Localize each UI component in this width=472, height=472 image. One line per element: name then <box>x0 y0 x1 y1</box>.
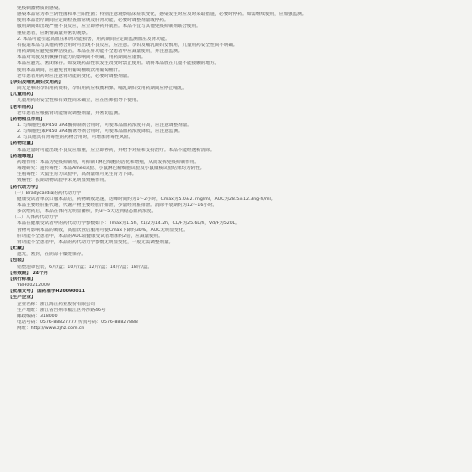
section-heading: 【孕妇及哺乳期妇女用药】 <box>8 79 64 85</box>
text-line: 本品过量时可能出现不良反应加重，应立即停药，并给予对症和支持治疗。本品不能经透析清除。 <box>17 147 215 153</box>
text-line: 使用本品期间，应避免食用葡萄柚或饮用葡萄柚汁。 <box>17 67 123 73</box>
section-heading: 【贮藏】 <box>8 246 27 252</box>
section-heading: 【生产企业】 <box>8 295 36 301</box>
text-line: 药理作用：本品为免疫抑制剂，可抑制T淋巴细胞的活化和增殖，从而发挥免疫抑制作用。 <box>17 159 199 165</box>
text-line: （二）人体药代动力学 <box>12 215 58 221</box>
section-heading: 【有效期】 24个月 <box>8 270 49 276</box>
text-line: 本品在健康受试者中的药代动力学参数如下：Tmax为1.5h，t1/2为14.2h，CL/F为25.6L/h，Vd/F为520L。 <box>17 221 240 227</box>
text-line: 3. 与其他具有肾毒性的药物合用时，可增加肾毒性风险。 <box>17 135 134 141</box>
text-line: 尚无足够的孕妇用药资料，孕妇用药应权衡利弊。哺乳期妇女用药期间应停止哺乳。 <box>17 86 187 92</box>
section-heading: 【儿童用药】 <box>8 92 36 98</box>
text-line: 致癌性：长期动物试验中未见明显致癌作用。 <box>17 178 109 184</box>
text-line: 健康受试者单次口服本品后，药物吸收迅速，达峰时间约为1～2小时，Cmax为5.0±2.7ng/ml，AUC为28.5±12.3ng·h/ml。 <box>17 196 276 202</box>
document-page <box>8 6 464 468</box>
text-line: 本品主要经肝脏代谢，代谢产物主要经胆汁排泄，少量经肾脏排泄。消除半衰期约为12～16小时。 <box>17 203 218 208</box>
section-heading: 【药代动力学】 <box>8 184 41 190</box>
section-heading: 【批准文号】 国药准字H20090011 <box>8 289 85 295</box>
text-line: 肝功能不全患者中，本品的AUC较健康受试者增加约2倍，应减量使用。 <box>17 233 163 239</box>
text-line: 1. 与细胞色素P450 3A4酶抑制剂合用时，可使本品血药浓度升高，应注意调整剂量。 <box>17 122 192 128</box>
text-line: 铝塑泡罩包装，6片/盒；10片/盒；12片/盒；14片/盒；18片/盒。 <box>17 264 153 270</box>
text-line: 肾功能不全患者中，本品的药代动力学参数无明显变化，一般无需调整剂量。 <box>17 239 174 245</box>
text-line: 使用本品治疗期间应定期检查血常规及肝肾功能，必要时调整剂量或停药。 <box>17 18 169 24</box>
text-line: 用药期间应避免接种活疫苗。本品在肝功能不全患者中应减量使用，并注意监测。 <box>17 49 183 55</box>
text-line: 老年患者用药时应注意肾功能的变化，必要时调整剂量。 <box>17 73 132 79</box>
text-line: 感染本品常为革兰阴性菌和革兰阳性菌；特别注意观察临床症状变化，感染发生时应及时采取措施，必要时停药。如需继续使用，应加强监测。 <box>17 12 307 18</box>
section-heading: 【药理毒理】 <box>8 153 36 159</box>
text-line: 网址：http://www.zjhz.com.cn <box>17 326 85 332</box>
text-line: 免疫刺激物质的感染。 <box>17 6 63 11</box>
text-line: （一）Bradycardia的药代动力学 <box>12 190 81 196</box>
text-line: YBH00212009 <box>17 283 50 289</box>
text-line: 本品对驾驶及机械操作能力的影响尚不明确，用药期间应谨慎。 <box>17 55 146 61</box>
text-line: 电话号码：0576-88827777 传真号码：0576-88827888 <box>17 319 138 325</box>
text-line: 食物可影响本品的吸收，高脂饮食后服用可使Cmax下降约30%，AUC无明显变化。 <box>17 227 188 233</box>
text-line: 2. 本品可能引起高血压和肾功能损害，用药期间应定期监测血压及肾功能。 <box>17 36 170 42</box>
text-line: 企业名称：浙江海正药业股份有限公司 <box>17 301 96 307</box>
text-line: 服用期间如出现严重不良反应，应立即停药并就医。本品不宜与其他免疫抑制剂联合使用。 <box>17 24 201 30</box>
text-line: 2. 与细胞色素P450 3A4酶诱导剂合用时，可使本品血药浓度降低，应注意监测。 <box>17 129 183 135</box>
text-line: 重症患者，应酌情减量并密切观察。 <box>17 30 91 36</box>
section-heading: 【包装】 <box>8 258 27 264</box>
section-heading: 【药物相互作用】 <box>8 116 45 122</box>
section-heading: 【老年用药】 <box>8 104 36 110</box>
text-line: 有报道本品与其他药物合用时可出现不良反应，应注意。孕妇及哺乳期妇女慎用，儿童用药安全性尚不明确。 <box>17 42 238 48</box>
section-heading: 【药物过量】 <box>8 141 36 147</box>
text-line: 生产地址：浙江省台州市椒江区外沙路46号 <box>17 307 106 313</box>
text-line: 儿童用药的安全性和有效性尚未确立，应在医师指导下使用。 <box>17 98 142 104</box>
text-line: 邮政编码：318000 <box>17 313 58 319</box>
text-line: 生殖毒性：大鼠生育力试验中，高剂量组可见生育力下降。 <box>17 172 137 178</box>
section-heading: 【执行标准】 <box>8 276 36 282</box>
text-line: 遮光，密封，在阴凉干燥处保存。 <box>17 252 86 258</box>
text-line: 老年患者应根据肾功能情况调整剂量，并密切监测。 <box>17 110 123 116</box>
text-line: 本品应避光、密闭保存。如发现药品性状发生改变时禁止使用。请将本品放在儿童不能接触的地方。 <box>17 61 220 67</box>
text-line: 毒理研究：遗传毒性：本品Ames试验、小鼠淋巴瘤细胞试验及小鼠微核试验结果均为阴性。 <box>17 166 205 172</box>
text-line: 多次给药后，本品在体内无明显蓄积，约3～5天达到稳态血药浓度。 <box>17 209 157 215</box>
